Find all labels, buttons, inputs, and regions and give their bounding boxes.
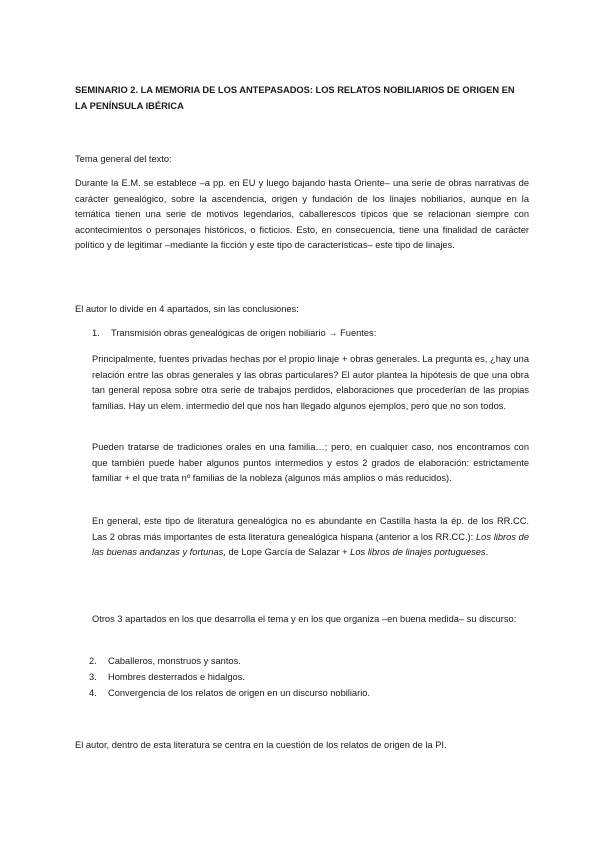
list-number: 1.	[92, 328, 100, 338]
list-text: Convergencia de los relatos de origen en un discurso nobiliario.	[108, 688, 371, 698]
intro-paragraph: Durante la E.M. se establece –a pp. en EU y luego bajando hasta Oriente– una serie de obras narrativas de carácter genealógico, sobre la ascendencia, origen y fundación de los linajes nobiliarios, aunque en la temática tienen una serie de motivos legendarios, caballerescos típicos que se relacionan siempre con acontecimientos o personajes históricos, o ficticios. Esto, en consecuencia, tiene una finalidad de carácter político y de legitimar –mediante la ficción y este tipo de características– este tipo de linajes.	[75, 178, 529, 251]
list-text: Transmisión obras genealógicas de origen nobiliario → Fuentes:	[111, 328, 377, 338]
genealogy-text: En general, este tipo de literatura genealógica no es abundante en Castilla hasta la ép. de los RR.CC. Las 2 obras más importantes de esta literatura genealógica hispana (anterior a los RR.CC.):	[92, 516, 529, 542]
book-title: Los libros de las buenas andanzas y fortunas	[92, 531, 529, 558]
book-title: Los libros de linajes portugueses	[350, 547, 486, 558]
tema-label: Tema general del texto:	[75, 154, 172, 164]
list-text: Hombres desterrados e hidalgos.	[108, 672, 245, 682]
sources-paragraph: Principalmente, fuentes privadas hechas por el propio linaje + obras generales. La pregunta es, ¿hay una relación entre las obras generales y las obras particulares? El autor plantea la hipótesis de que una obra tan general reposa sobre otra serie de trabajos perdidos, elaboraciones que procederían de las propias familias. Hay un elem. intermedio del que nos han llegado algunos ejemplos, pero que no son todos.	[92, 354, 529, 411]
otros-paragraph: Otros 3 apartados en los que desarrolla el tema y en los que organiza –en buena medida– su discurso:	[92, 614, 517, 624]
oral-traditions-paragraph: Pueden tratarse de tradiciones orales en una familia…; pero, en cualquier caso, nos encontramos con que también puede haber algunos puntos intermedios y estos 2 grados de elaboración: estrictamente familiar + el que trata nº familias de la nobleza (algunos más amplios o más reducidos).	[92, 442, 529, 484]
divide-paragraph: El autor lo divide en 4 apartados, sin las conclusiones:	[75, 304, 299, 314]
closing-paragraph: El autor, dentro de esta literatura se centra en la cuestión de los relatos de origen de la PI.	[75, 740, 447, 750]
document-page	[75, 0, 529, 848]
list-number: 3.	[89, 672, 97, 682]
list-text: Caballeros, monstruos y santos.	[108, 656, 241, 666]
genealogy-text: , de Lope García de Salazar +	[223, 547, 351, 558]
list-number: 4.	[89, 688, 97, 698]
document-title: SEMINARIO 2. LA MEMORIA DE LOS ANTEPASADOS: LOS RELATOS NOBILIARIOS DE ORIGEN EN LA PENÍNSULA IBÉRICA	[75, 85, 515, 111]
list-number: 2.	[89, 656, 97, 666]
genealogy-text: .	[485, 547, 489, 558]
genealogy-paragraph	[92, 514, 529, 561]
